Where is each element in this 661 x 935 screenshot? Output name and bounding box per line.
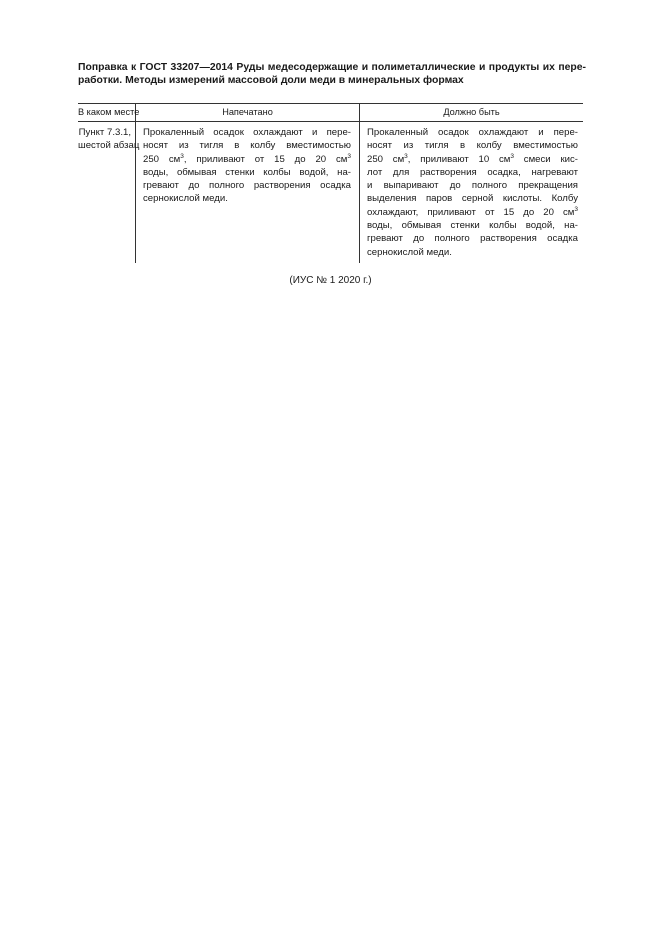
table-top-rule bbox=[78, 103, 583, 104]
header-place: В каком месте bbox=[78, 107, 140, 117]
correct-line bbox=[367, 206, 578, 219]
place-line-2: шестой абзац bbox=[78, 140, 140, 152]
text-fragment: охлаждают, приливают от 15 до 20 см bbox=[367, 206, 575, 218]
correct-line: лот для растворения осадка, нагревают bbox=[367, 166, 578, 178]
superscript: 3 bbox=[510, 152, 515, 160]
amendment-title bbox=[78, 61, 586, 87]
correct-line: выделения паров серной кислоты. Колбу bbox=[367, 193, 578, 205]
text-fragment: , приливают 10 см bbox=[407, 153, 511, 165]
correct-line: гревают до полного растворения осадка bbox=[367, 233, 578, 245]
cell-place bbox=[78, 126, 140, 153]
cell-printed bbox=[143, 126, 351, 206]
printed-line: носят из тигля в колбу вместимостью bbox=[143, 140, 351, 152]
title-line-2: работки. Методы измерений массовой доли меди в минеральных формах bbox=[78, 75, 464, 87]
text-fragment: 250 см bbox=[143, 153, 181, 165]
correct-line: воды, обмывая стенки колбы водой, на- bbox=[367, 220, 578, 232]
correct-line: Прокаленный осадок охлаждают и пере- bbox=[367, 127, 578, 138]
text-fragment: 250 см bbox=[367, 153, 405, 165]
text-fragment: смеси кис- bbox=[514, 153, 578, 165]
correct-line bbox=[367, 153, 578, 166]
correct-line: и выпаривают до полного прекращения bbox=[367, 180, 578, 192]
superscript: 3 bbox=[180, 152, 184, 160]
superscript: 3 bbox=[404, 152, 408, 160]
column-divider-2 bbox=[359, 103, 360, 263]
title-line-1: Поправка к ГОСТ 33207—2014 Руды медесодержащие и полиметаллические и продукты их пере- bbox=[78, 62, 586, 73]
table-header-rule bbox=[78, 121, 583, 122]
printed-line: сернокислой меди. bbox=[143, 193, 228, 205]
printed-line bbox=[143, 153, 351, 166]
printed-line: воды, обмывая стенки колбы водой, на- bbox=[143, 166, 351, 178]
source-note: (ИУС № 1 2020 г.) bbox=[289, 275, 372, 286]
correct-line: сернокислой меди. bbox=[367, 246, 452, 258]
header-printed: Напечатано bbox=[222, 107, 273, 117]
printed-line: гревают до полного растворения осадка bbox=[143, 180, 351, 192]
cell-should-be bbox=[367, 126, 578, 259]
place-line-1: Пункт 7.3.1, bbox=[78, 127, 131, 138]
text-fragment: , приливают от 15 до 20 см bbox=[183, 153, 348, 165]
header-should-be: Должно быть bbox=[443, 107, 500, 117]
superscript: 3 bbox=[574, 205, 578, 213]
superscript: 3 bbox=[347, 152, 351, 160]
printed-line: Прокаленный осадок охлаждают и пере- bbox=[143, 127, 351, 138]
correct-line: носят из тигля в колбу вместимостью bbox=[367, 140, 578, 152]
column-divider-1 bbox=[135, 103, 136, 263]
